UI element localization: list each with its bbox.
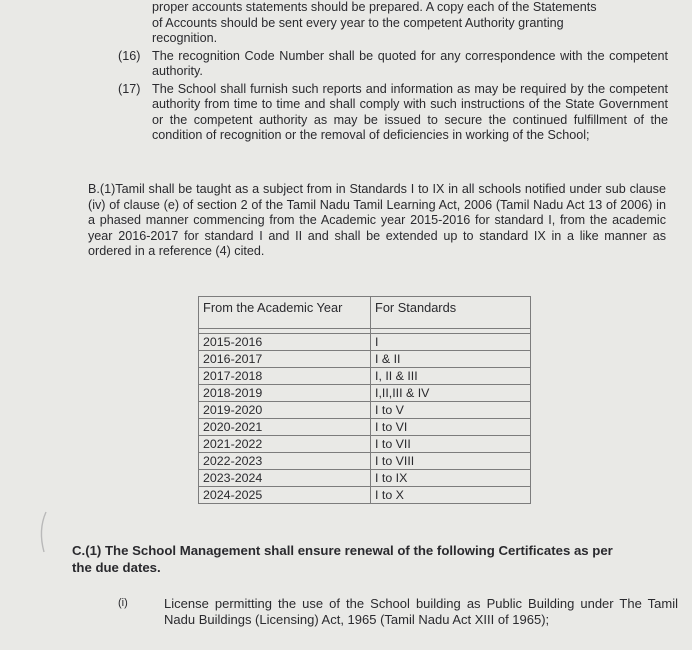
column-header-standards: For Standards <box>371 297 531 329</box>
table-row: 2023-2024 I to IX <box>199 470 531 487</box>
section-c-heading: C.(1) The School Management shall ensure renewal of the following Certificates as per the due dates. <box>72 543 613 575</box>
clause-17-number: (17) <box>118 81 141 96</box>
clause-16 <box>118 49 668 80</box>
column-header-year: From the Academic Year <box>199 297 371 329</box>
table-row: 2022-2023 I to VIII <box>199 453 531 470</box>
table-row: 2018-2019 I,II,III & IV <box>199 385 531 402</box>
licence-item-number: (i) <box>118 597 128 609</box>
clause-17 <box>118 82 668 144</box>
table-row: 2024-2025 I to X <box>199 487 531 504</box>
table-row: 2016-2017 I & II <box>199 351 531 368</box>
margin-pen-mark <box>36 510 50 554</box>
section-b-paragraph: B.(1)Tamil shall be taught as a subject from in Standards I to IX in all schools notified under sub clause (iv) of clause (e) of section 2 of the Tamil Nadu Tamil Learning Act, 2006 (Tamil Nadu Act 13 of 2006) in a phased manner commencing from the Academic year 2015-2016 for standard I, from the academic year 2016-2017 for standard I and II and shall be extended up to standard IX in a like manner as ordered in a reference (4) cited. <box>88 182 666 258</box>
clause-17-text: The School shall furnish such reports and information as may be required by the competent authority from time to time and shall comply with such instructions of the State Government or the competent authority as may be issued to secure the continued fulfillment of the condition of recognition or the removal of deficiencies in working of the School; <box>152 81 668 142</box>
table-row: 2015-2016 I <box>199 334 531 351</box>
clause-16-text: The recognition Code Number shall be quoted for any correspondence with the competent authority. <box>152 48 668 78</box>
table-row: 2017-2018 I, II & III <box>199 368 531 385</box>
academic-year-table <box>198 296 531 504</box>
clauses-block <box>118 0 668 144</box>
licence-item-text: License permitting the use of the School building as Public Building under The Tamil Nadu Buildings (Licensing) Act, 1965 (Tamil Nadu Act XIII of 1965); <box>164 596 678 627</box>
table-header-row <box>199 297 531 329</box>
table-row: 2019-2020 I to V <box>199 402 531 419</box>
licence-item <box>118 596 678 627</box>
table-row: 2020-2021 I to VI <box>199 419 531 436</box>
clause-16-number: (16) <box>118 48 141 63</box>
clause-15-continuation: proper accounts statements should be prepared. A copy each of the Statements of Accounts should be sent every year to the competent Authority granting recognition. <box>152 0 597 45</box>
table-row: 2021-2022 I to VII <box>199 436 531 453</box>
